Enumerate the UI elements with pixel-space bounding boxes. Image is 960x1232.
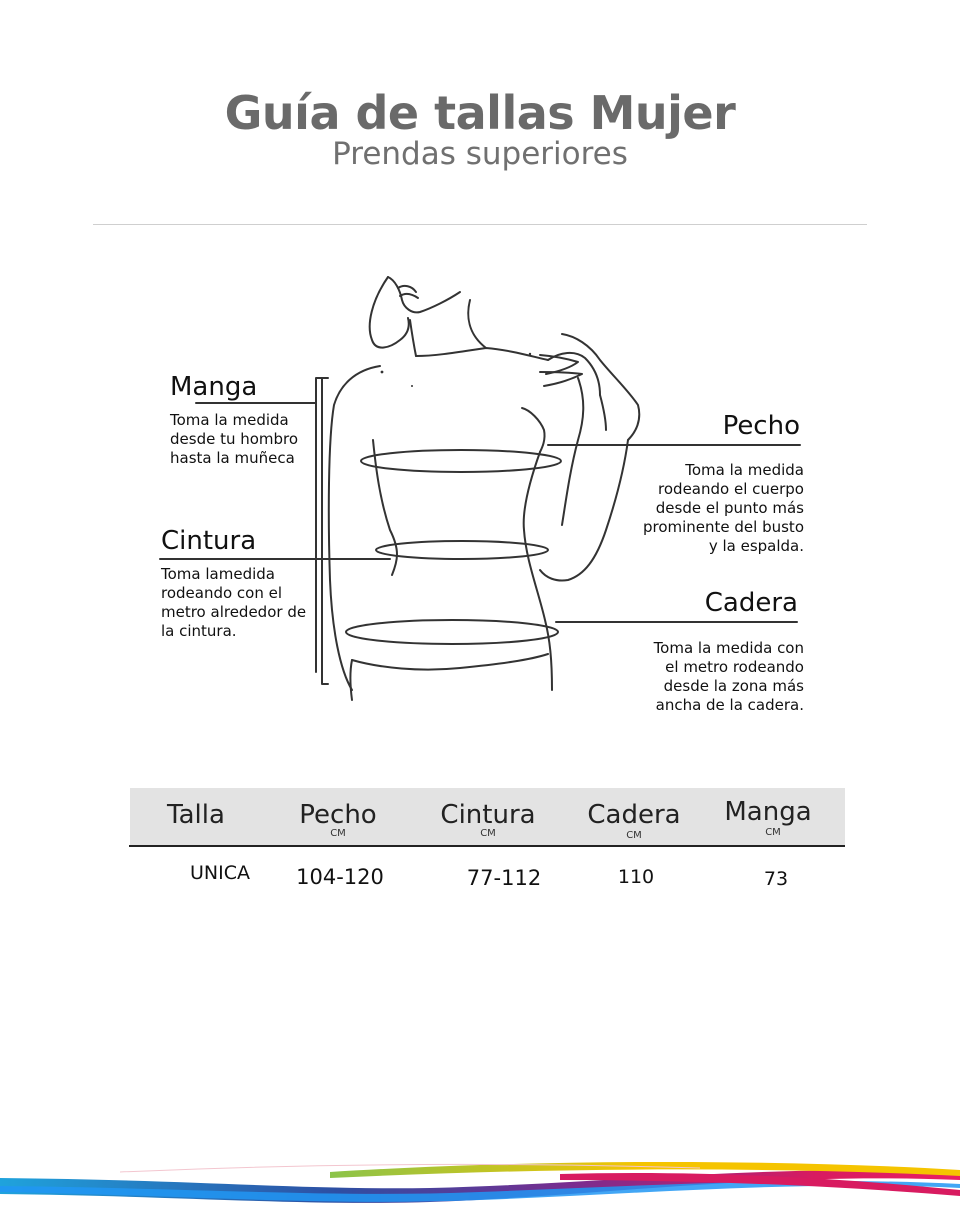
pecho-desc-line: desde el punto más	[655, 499, 804, 517]
cintura-desc-line: rodeando con el	[161, 584, 283, 602]
cintura-desc-line: Toma lamedida	[161, 565, 275, 583]
cadera-description	[600, 639, 804, 715]
column-header-manga: Manga	[724, 797, 812, 827]
cadera-desc-line: Toma la medida con	[653, 639, 804, 657]
cadera-desc-line: el metro rodeando	[665, 658, 804, 676]
column-header-pecho: Pecho	[299, 800, 377, 830]
manga-desc-line: desde tu hombro	[170, 430, 299, 448]
table-cell-talla: UNICA	[190, 862, 250, 884]
unit-pecho: CM	[330, 828, 346, 839]
table-cell-manga: 73	[763, 868, 789, 890]
unit-manga: CM	[765, 827, 781, 838]
pecho-desc-line: Toma la medida	[685, 461, 804, 479]
manga-desc-line: Toma la medida	[170, 411, 289, 429]
manga-desc-line: hasta la muñeca	[170, 449, 295, 467]
unit-cintura: CM	[480, 828, 496, 839]
column-header-cintura: Cintura	[440, 800, 536, 830]
cintura-desc-line: metro alrededor de	[161, 603, 307, 621]
pecho-desc-line: prominente del busto	[642, 518, 804, 536]
cadera-desc-line: ancha de la cadera.	[655, 696, 804, 714]
page-title: Guía de tallas Mujer	[224, 86, 736, 140]
unit-cadera: CM	[626, 830, 642, 841]
pecho-desc-line: rodeando el cuerpo	[658, 480, 804, 498]
manga-description	[170, 411, 298, 468]
table-cell-pecho: 104-120	[296, 865, 384, 889]
pecho-label: Pecho	[722, 411, 800, 441]
cintura-desc-line: la cintura.	[161, 622, 237, 640]
cintura-label: Cintura	[161, 526, 257, 556]
pecho-desc-line: y la espalda.	[708, 537, 804, 555]
rainbow-wave-decoration	[0, 1150, 960, 1232]
column-header-cadera: Cadera	[587, 800, 681, 830]
cadera-label: Cadera	[704, 588, 798, 618]
cintura-description	[161, 565, 306, 641]
page-subtitle: Prendas superiores	[332, 136, 628, 172]
pecho-description	[600, 461, 804, 556]
cadera-desc-line: desde la zona más	[663, 677, 804, 695]
table-cell-cintura: 77-112	[466, 866, 542, 890]
manga-label: Manga	[170, 372, 258, 402]
table-cell-cadera: 110	[617, 866, 655, 888]
table-header-rule	[129, 845, 845, 847]
column-header-talla: Talla	[167, 800, 225, 830]
